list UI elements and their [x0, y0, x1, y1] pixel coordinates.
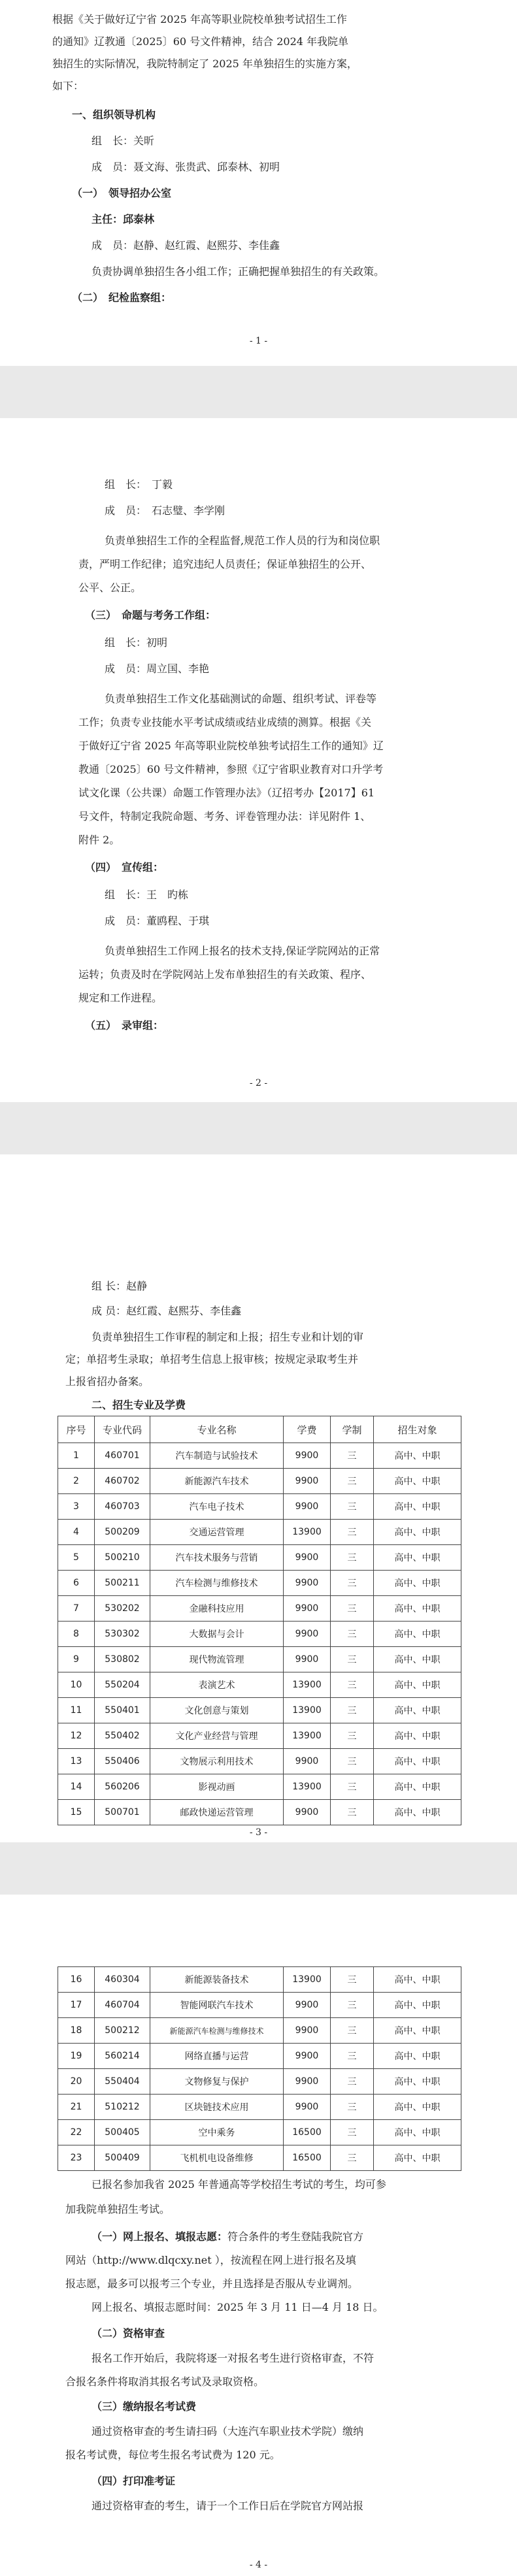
table-cell: 460703 — [95, 1494, 150, 1520]
paragraph-line: 通过资格审查的考生请扫码（大连汽车职业技术学院）缴纳 — [92, 2425, 364, 2437]
table-cell: 530202 — [95, 1596, 150, 1622]
table-cell: 金融科技应用 — [150, 1596, 284, 1622]
table-cell: 11 — [58, 1698, 95, 1723]
table-row — [58, 1800, 461, 1825]
table-cell: 空中乘务 — [150, 2120, 284, 2145]
paragraph-line: 已报名参加我省 2025 年普通高等学校招生考试的考生，均可参 — [92, 2178, 386, 2191]
table-cell: 1 — [58, 1443, 95, 1469]
majors-table-continued — [58, 1966, 461, 2171]
table-cell: 16 — [58, 1967, 95, 1993]
table-cell: 18 — [58, 2018, 95, 2044]
table-cell: 三 — [331, 1647, 374, 1672]
table-cell: 500210 — [95, 1545, 150, 1571]
table-cell: 7 — [58, 1596, 95, 1622]
table-cell: 17 — [58, 1993, 95, 2018]
table-cell: 16500 — [284, 2145, 331, 2171]
table-row — [58, 2120, 461, 2145]
table-row — [58, 1520, 461, 1545]
table-cell: 文化创意与策划 — [150, 1698, 284, 1723]
table-row — [58, 1723, 461, 1749]
paragraph-line: 规定和工作进程。 — [78, 992, 163, 1004]
subsection-heading-admission-ticket: （四）打印准考证 — [92, 2475, 176, 2487]
table-cell: 高中、中职 — [374, 1647, 461, 1672]
table-cell: 9900 — [284, 1596, 331, 1622]
table-cell: 高中、中职 — [374, 1774, 461, 1800]
section-heading-organization: 一、组织领导机构 — [72, 108, 156, 121]
director-line: 主任：邱泰林 — [92, 213, 155, 225]
table-row — [58, 1647, 461, 1672]
section-heading-majors: 二、招生专业及学费 — [92, 1399, 186, 1411]
table-cell: 8 — [58, 1622, 95, 1647]
paragraph-line: 定；单招考生录取；单招考生信息上报审核；按规定录取考生并 — [65, 1353, 359, 1365]
column-header: 专业名称 — [150, 1416, 284, 1443]
paragraph-line: 负责单独招生工作审程的制定和上报；招生专业和计划的审 — [92, 1331, 364, 1343]
table-cell: 高中、中职 — [374, 1967, 461, 1993]
table-cell: 新能源装备技术 — [150, 1967, 284, 1993]
intro-line: 如下： — [52, 80, 84, 92]
table-cell: 区块链技术应用 — [150, 2095, 284, 2120]
page-number: - 4 - — [249, 2560, 268, 2570]
table-cell: 三 — [331, 1698, 374, 1723]
table-cell: 邮政快递运营管理 — [150, 1800, 284, 1825]
table-cell: 9900 — [284, 1545, 331, 1571]
table-cell: 汽车电子技术 — [150, 1494, 284, 1520]
table-cell: 9900 — [284, 1800, 331, 1825]
table-row — [58, 1774, 461, 1800]
table-cell: 13900 — [284, 1520, 331, 1545]
paragraph-line: 负责单独招生工作网上报名的技术支持,保证学院网站的正常 — [105, 945, 380, 957]
paragraph-line: 报名考试费，每位考生报名考试费为 120 元。 — [65, 2449, 280, 2461]
table-row — [58, 2095, 461, 2120]
table-header-row — [58, 1416, 461, 1443]
table-cell: 影视动画 — [150, 1774, 284, 1800]
paragraph-line: 工作；负责专业技能水平考试成绩或结业成绩的测算。根据《关 — [78, 716, 372, 728]
table-cell: 高中、中职 — [374, 1622, 461, 1647]
table-cell: 智能网联汽车技术 — [150, 1993, 284, 2018]
table-cell: 9900 — [284, 1469, 331, 1494]
table-cell: 三 — [331, 1993, 374, 2018]
table-row — [58, 1469, 461, 1494]
table-cell: 新能源汽车检测与维修技术 — [150, 2018, 284, 2044]
paragraph-line: 教通〔2025〕60 号文件精神，参照《辽宁省职业教育对口升学考 — [78, 763, 384, 775]
table-cell: 三 — [331, 1622, 374, 1647]
table-cell: 9900 — [284, 1494, 331, 1520]
table-cell: 高中、中职 — [374, 1993, 461, 2018]
table-cell: 13900 — [284, 1723, 331, 1749]
table-cell: 550204 — [95, 1672, 150, 1698]
table-cell: 9900 — [284, 1443, 331, 1469]
table-row — [58, 2069, 461, 2095]
table-row — [58, 1967, 461, 1993]
table-cell: 三 — [331, 1571, 374, 1596]
table-cell: 大数据与会计 — [150, 1622, 284, 1647]
table-cell: 460701 — [95, 1443, 150, 1469]
table-cell: 460304 — [95, 1967, 150, 1993]
column-header: 序号 — [58, 1416, 95, 1443]
subsection-heading-qualification: （二）资格审查 — [92, 2327, 165, 2340]
table-cell: 13900 — [284, 1672, 331, 1698]
table-cell: 530802 — [95, 1647, 150, 1672]
table-cell: 9900 — [284, 2044, 331, 2069]
majors-table — [58, 1416, 461, 1825]
table-cell: 500209 — [95, 1520, 150, 1545]
table-cell: 21 — [58, 2095, 95, 2120]
paragraph-line: 号文件，特制定我院命题、考务、评卷管理办法：详见附件 1、 — [78, 810, 371, 823]
table-row — [58, 2018, 461, 2044]
table-cell: 三 — [331, 1520, 374, 1545]
table-cell: 文化产业经营与管理 — [150, 1723, 284, 1749]
duty-line: 负责协调单独招生各小组工作；正确把握单独招生的有关政策。 — [92, 265, 385, 278]
subsection-heading: （四） 宣传组： — [85, 861, 164, 873]
table-cell: 高中、中职 — [374, 1520, 461, 1545]
table-cell: 网络直播与运营 — [150, 2044, 284, 2069]
table-cell: 高中、中职 — [374, 1571, 461, 1596]
table-cell: 500701 — [95, 1800, 150, 1825]
paragraph-line: 网上报名、填报志愿时间：2025 年 3 月 11 日—4 月 18 日。 — [92, 2301, 384, 2313]
table-cell: 22 — [58, 2120, 95, 2145]
table-cell: 560214 — [95, 2044, 150, 2069]
table-row — [58, 1698, 461, 1723]
intro-line: 独招生的实际情况，我院特制定了 2025 年单独招生的实施方案， — [52, 57, 358, 70]
page-number: - 3 - — [249, 1827, 268, 1838]
table-cell: 高中、中职 — [374, 1545, 461, 1571]
column-header: 专业代码 — [95, 1416, 150, 1443]
table-cell: 三 — [331, 2069, 374, 2095]
table-cell: 三 — [331, 1800, 374, 1825]
table-cell: 高中、中职 — [374, 1800, 461, 1825]
column-header: 学费 — [284, 1416, 331, 1443]
column-header: 学制 — [331, 1416, 374, 1443]
paragraph-line: 报名工作开始后，我院将逐一对报名考生进行资格审查，不符 — [92, 2352, 375, 2364]
table-cell: 高中、中职 — [374, 2069, 461, 2095]
table-cell: 500409 — [95, 2145, 150, 2171]
table-row — [58, 1596, 461, 1622]
page-number: - 2 - — [249, 1078, 268, 1088]
table-cell: 高中、中职 — [374, 1469, 461, 1494]
members-line: 成 员： 石志璧、李学刚 — [105, 504, 225, 517]
paragraph-line: 公平、公正。 — [78, 581, 142, 594]
paragraph-line: 责，严明工作纪律；追究违纪人员责任；保证单独招生的公开、 — [78, 558, 372, 570]
table-cell: 新能源汽车技术 — [150, 1469, 284, 1494]
table-cell: 550401 — [95, 1698, 150, 1723]
table-cell: 三 — [331, 1774, 374, 1800]
leader-line: 组 长：王 旳栋 — [105, 889, 189, 901]
intro-line: 的通知》辽教通〔2025〕60 号文件精神，结合 2024 年我院单 — [52, 35, 349, 48]
table-row — [58, 1494, 461, 1520]
paragraph-line: 负责单独招生工作文化基础测试的命题、组织考试、评卷等 — [105, 693, 377, 705]
table-cell: 500212 — [95, 2018, 150, 2044]
table-cell: 13900 — [284, 1774, 331, 1800]
table-row — [58, 1443, 461, 1469]
table-cell: 4 — [58, 1520, 95, 1545]
table-cell: 汽车制造与试验技术 — [150, 1443, 284, 1469]
table-cell: 汽车检测与维修技术 — [150, 1571, 284, 1596]
table-cell: 510212 — [95, 2095, 150, 2120]
table-cell: 汽车技术服务与营销 — [150, 1545, 284, 1571]
table-cell: 高中、中职 — [374, 1672, 461, 1698]
table-cell: 三 — [331, 1443, 374, 1469]
table-row — [58, 1545, 461, 1571]
table-cell: 500405 — [95, 2120, 150, 2145]
table-cell: 550406 — [95, 1749, 150, 1774]
table-cell: 三 — [331, 2145, 374, 2171]
table-cell: 表演艺术 — [150, 1672, 284, 1698]
paragraph-line: 试文化课（公共课）命题工作管理办法》（辽招考办【2017】61 — [78, 787, 375, 799]
table-cell: 14 — [58, 1774, 95, 1800]
table-cell: 9900 — [284, 1993, 331, 2018]
table-cell: 500211 — [95, 1571, 150, 1596]
members-line: 成 员：董鸥程、于琪 — [105, 915, 210, 927]
paragraph-line: 负责单独招生工作的全程监督,规范工作人员的行为和岗位职 — [105, 534, 380, 547]
document-page-3 — [0, 1154, 517, 1842]
table-cell: 高中、中职 — [374, 2018, 461, 2044]
table-cell: 高中、中职 — [374, 1596, 461, 1622]
table-cell: 6 — [58, 1571, 95, 1596]
table-cell: 三 — [331, 2018, 374, 2044]
table-cell: 9900 — [284, 2018, 331, 2044]
table-cell: 三 — [331, 2120, 374, 2145]
table-cell: 三 — [331, 1545, 374, 1571]
table-cell: 文物展示利用技术 — [150, 1749, 284, 1774]
table-cell: 9900 — [284, 1622, 331, 1647]
members-line: 成 员：赵红霞、赵熙芬、李佳鑫 — [92, 1305, 242, 1317]
paragraph-line: 网站（http://www.dlqcxy.net ），按流程在网上进行报名及填 — [65, 2254, 356, 2266]
table-cell: 飞机机电设备维修 — [150, 2145, 284, 2171]
document-page-1 — [0, 0, 517, 366]
table-cell: 高中、中职 — [374, 1698, 461, 1723]
table-cell: 13900 — [284, 1698, 331, 1723]
paragraph-line: 于做好辽宁省 2025 年高等职业院校单独考试招生工作的通知》辽 — [78, 740, 384, 752]
table-row — [58, 1672, 461, 1698]
table-cell: 16500 — [284, 2120, 331, 2145]
table-cell: 三 — [331, 2095, 374, 2120]
table-cell: 三 — [331, 1469, 374, 1494]
table-cell: 3 — [58, 1494, 95, 1520]
paragraph-line — [92, 2229, 363, 2245]
paragraph-line: 运转；负责及时在学院网站上发布单独招生的有关政策、程序、 — [78, 968, 372, 981]
table-cell: 三 — [331, 1672, 374, 1698]
table-cell: 19 — [58, 2044, 95, 2069]
table-cell: 三 — [331, 1749, 374, 1774]
table-row — [58, 1749, 461, 1774]
page-number: - 1 - — [249, 336, 268, 346]
table-cell: 三 — [331, 1967, 374, 1993]
table-cell: 530302 — [95, 1622, 150, 1647]
table-cell: 5 — [58, 1545, 95, 1571]
table-cell: 高中、中职 — [374, 1749, 461, 1774]
subsection-heading: （二） 纪检监察组： — [72, 291, 172, 304]
paragraph-line: 报志愿，最多可以报考三个专业，并且选择是否服从专业调剂。 — [65, 2277, 359, 2290]
table-cell: 现代物流管理 — [150, 1647, 284, 1672]
paragraph-line: 附件 2。 — [78, 834, 120, 846]
paragraph-text: 符合条件的考生登陆我院官方 — [227, 2230, 364, 2243]
table-cell: 460702 — [95, 1469, 150, 1494]
table-cell: 20 — [58, 2069, 95, 2095]
table-row — [58, 1622, 461, 1647]
table-cell: 高中、中职 — [374, 2044, 461, 2069]
table-cell: 13900 — [284, 1967, 331, 1993]
table-cell: 10 — [58, 1672, 95, 1698]
document-page-4 — [0, 1895, 517, 2576]
table-cell: 9900 — [284, 2069, 331, 2095]
table-cell: 文物修复与保护 — [150, 2069, 284, 2095]
table-cell: 三 — [331, 1723, 374, 1749]
table-cell: 23 — [58, 2145, 95, 2171]
subsection-heading-registration: （一）网上报名、填报志愿： — [92, 2230, 228, 2243]
table-cell: 13 — [58, 1749, 95, 1774]
document-page-2 — [0, 418, 517, 1102]
leader-line: 组 长：初明 — [105, 636, 168, 649]
table-cell: 高中、中职 — [374, 2120, 461, 2145]
subsection-heading: （三） 命题与考务工作组： — [85, 609, 216, 621]
table-cell: 550404 — [95, 2069, 150, 2095]
subsection-heading: （一） 领导招办公室 — [72, 187, 172, 199]
intro-line: 根据《关于做好辽宁省 2025 年高等职业院校单独考试招生工作 — [52, 13, 347, 25]
table-cell: 交通运营管理 — [150, 1520, 284, 1545]
table-row — [58, 1571, 461, 1596]
table-cell: 9900 — [284, 1749, 331, 1774]
table-cell: 15 — [58, 1800, 95, 1825]
leader-line: 组 长： 丁毅 — [105, 478, 173, 491]
table-cell: 三 — [331, 1494, 374, 1520]
paragraph-line: 上报省招办备案。 — [65, 1375, 150, 1388]
table-cell: 三 — [331, 2044, 374, 2069]
table-cell: 9900 — [284, 1647, 331, 1672]
table-row — [58, 2044, 461, 2069]
table-cell: 高中、中职 — [374, 1494, 461, 1520]
leader-line: 组 长：关昕 — [92, 135, 155, 147]
members-line: 成 员：赵静、赵红霞、赵熙芬、李佳鑫 — [92, 239, 280, 252]
paragraph-line: 通过资格审查的考生，请于一个工作日后在学院官方网站报 — [92, 2500, 364, 2512]
table-cell: 460704 — [95, 1993, 150, 2018]
table-cell: 560206 — [95, 1774, 150, 1800]
leader-line: 组 长：赵静 — [92, 1280, 148, 1292]
table-cell: 12 — [58, 1723, 95, 1749]
table-row — [58, 1993, 461, 2018]
table-cell: 9900 — [284, 1571, 331, 1596]
table-cell: 2 — [58, 1469, 95, 1494]
table-cell: 高中、中职 — [374, 1443, 461, 1469]
table-cell: 高中、中职 — [374, 2095, 461, 2120]
table-cell: 9 — [58, 1647, 95, 1672]
table-cell: 高中、中职 — [374, 1723, 461, 1749]
paragraph-line: 合报名条件将取消其报名考试及录取资格。 — [65, 2375, 265, 2388]
subsection-heading: （五） 录审组： — [85, 1019, 164, 1032]
table-cell: 550402 — [95, 1723, 150, 1749]
subsection-heading-fee: （三）缴纳报名考试费 — [92, 2400, 197, 2413]
table-cell: 高中、中职 — [374, 2145, 461, 2171]
table-row — [58, 2145, 461, 2171]
column-header: 招生对象 — [374, 1416, 461, 1443]
table-cell: 三 — [331, 1596, 374, 1622]
paragraph-line: 加我院单独招生考试。 — [65, 2203, 171, 2215]
members-line: 成 员：周立国、李艳 — [105, 662, 210, 675]
members-line: 成 员：聂文海、张贵武、邱泰林、初明 — [92, 161, 280, 173]
table-cell: 9900 — [284, 2095, 331, 2120]
